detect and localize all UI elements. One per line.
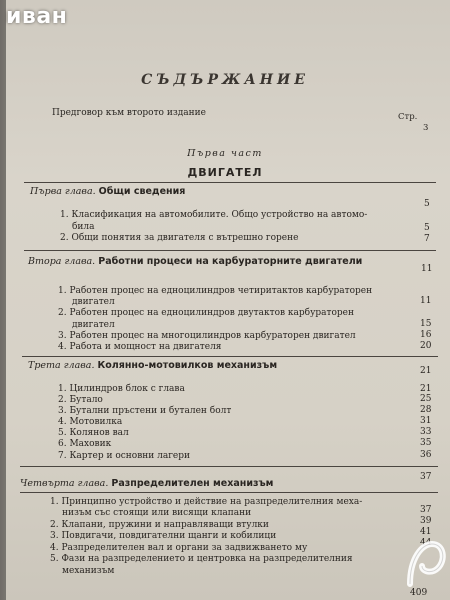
toc-item: низъм със стоящи или висящи клапани xyxy=(62,508,252,518)
toc-item-page: 31 xyxy=(420,416,432,426)
chapter-title: Разпределителен механизъм xyxy=(111,478,274,489)
chapter-label: Четвърта глава. xyxy=(20,478,109,489)
toc-item: 7. Картер и основни лагери xyxy=(58,451,191,461)
chapter-heading xyxy=(28,256,362,267)
page-column-label: Стр. xyxy=(398,112,418,122)
toc-item-page: 16 xyxy=(420,330,432,340)
toc-item: 1. Цилиндров блок с глава xyxy=(58,384,185,394)
chapter-label: Трета глава. xyxy=(28,360,95,371)
toc-item-page: 21 xyxy=(420,384,432,394)
toc-item: 2. Клапани, пружини и направляващи втулки xyxy=(50,520,269,530)
toc-item-page: 20 xyxy=(420,341,432,351)
toc-item-page: 41 xyxy=(420,527,432,537)
toc-item-page: 39 xyxy=(420,516,432,526)
chapter-rule xyxy=(24,182,436,183)
chapter-heading xyxy=(20,478,273,489)
chapter-page: 11 xyxy=(421,264,433,274)
toc-item-page: 5 xyxy=(424,223,430,233)
toc-item-page: 33 xyxy=(420,427,432,437)
toc-item: двигател xyxy=(72,320,115,330)
chapter-title: Общи сведения xyxy=(98,186,186,197)
toc-item-page: 28 xyxy=(420,405,432,415)
toc-item: 2. Работен процес на едноцилиндров двутактов карбураторен xyxy=(58,308,354,318)
chapter-rule xyxy=(22,356,438,357)
toc-item: 2. Бутало xyxy=(58,395,103,405)
chapter-rule xyxy=(24,250,436,251)
toc-item-page: 15 xyxy=(420,319,432,329)
chapter-rule xyxy=(20,466,438,467)
toc-item: 2. Общи понятия за двигателя с вътрешно горене xyxy=(60,233,299,243)
toc-item: 5. Фази на разпределението и центровка на разпределителния xyxy=(50,554,353,564)
chapter-title: Работни процеси на карбураторните двигатели xyxy=(98,256,363,267)
section-heading: ДВИГАТЕЛ xyxy=(187,166,263,179)
chapter-heading xyxy=(30,186,185,197)
toc-item: 1. Принципно устройство и действие на разпределителния меха- xyxy=(50,497,363,507)
toc-item-page: 37 xyxy=(420,505,432,515)
chapter-page: 5 xyxy=(424,199,430,209)
toc-item: 4. Работа и мощност на двигателя xyxy=(58,342,222,352)
toc-item: 4. Мотовилка xyxy=(58,417,123,427)
chapter-heading xyxy=(28,360,277,371)
chapter-page: 37 xyxy=(420,472,432,482)
toc-item-page: 25 xyxy=(420,394,432,404)
contents-title: СЪДЪРЖАНИЕ xyxy=(141,72,309,88)
toc-item: 3. Работен процес на многоцилиндров карбураторен двигател xyxy=(58,331,356,341)
part-heading: Първа част xyxy=(187,148,263,159)
toc-item: 3. Повдигачи, повдигателни щанги и кобилици xyxy=(50,531,277,541)
bazar-logo-icon xyxy=(402,538,448,588)
toc-item: механизъм xyxy=(62,566,115,576)
toc-item-page: 44 xyxy=(420,538,432,548)
toc-item: 3. Бутални пръстени и бутален болт xyxy=(58,406,232,416)
toc-item-page: 7 xyxy=(424,234,430,244)
chapter-rule xyxy=(20,492,438,493)
toc-item-page: 35 xyxy=(420,438,432,448)
preface-page: 3 xyxy=(423,123,429,133)
toc-item-page: 36 xyxy=(420,450,432,460)
toc-item-page: 11 xyxy=(420,296,432,306)
preface-entry: Предговор към второто издание xyxy=(52,108,206,118)
toc-item: 1. Работен процес на едноцилиндров четиритактов карбураторен xyxy=(58,286,373,296)
chapter-page: 21 xyxy=(420,366,432,376)
toc-item: двигател xyxy=(72,297,115,307)
chapter-label: Втора глава. xyxy=(28,256,96,267)
watermark-text: иван xyxy=(6,4,68,29)
toc-item: 4. Разпределителен вал и органи за задвижването му xyxy=(50,543,308,553)
toc-item: била xyxy=(72,222,95,232)
toc-item: 1. Класификация на автомобилите. Общо устройство на автомо- xyxy=(60,210,368,220)
page-number: 409 xyxy=(410,588,428,598)
toc-item: 5. Колянов вал xyxy=(58,428,129,438)
toc-item: 6. Маховик xyxy=(58,439,112,449)
chapter-label: Първа глава. xyxy=(30,186,96,197)
chapter-title: Колянно-мотовилков механизъм xyxy=(97,360,278,371)
